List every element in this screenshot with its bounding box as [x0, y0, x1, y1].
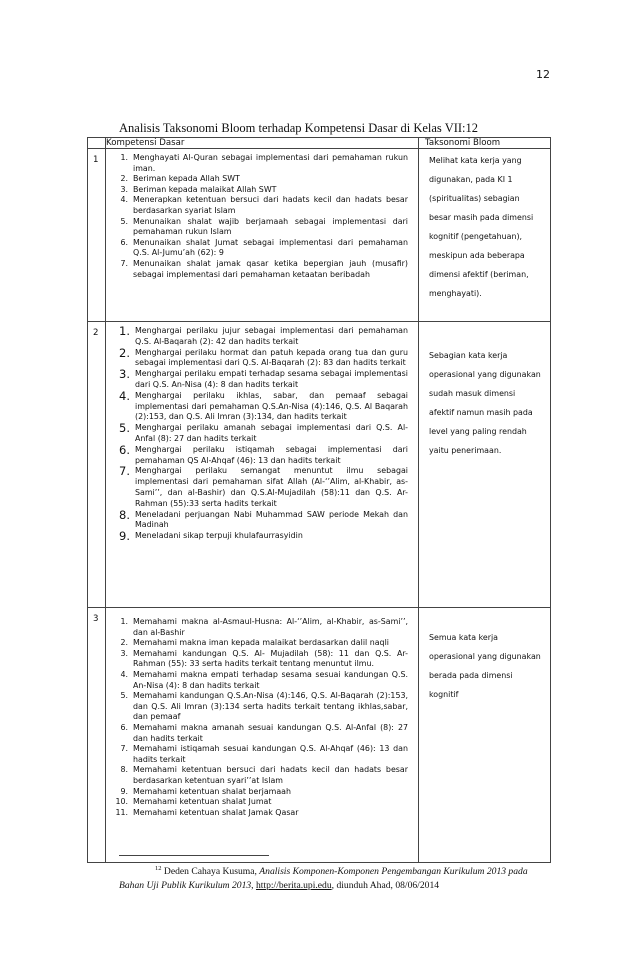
footnote — [119, 862, 549, 892]
kd-item-number: 5. — [119, 421, 130, 436]
kd-item-text: Menghargai perilaku semangat menuntut ilmu sebagai implementasi dari pemahaman sifat Allah (Al-‘’Alim, al-Khabir, as-Sami’’, dan al-Bashir) dan Q.S.Al-Mujadilah (58):11 dan Q.S. Ar-Rahman (55):33 serta hadits terkait — [135, 466, 408, 508]
kd-list — [106, 149, 418, 282]
kd-item — [106, 185, 408, 196]
taksonomi-cell: Sebagian kata kerja operasional yang digunakan sudah masuk dimensi afektif namun masih pada level yang paling rendah yaitu penerimaan. — [419, 322, 551, 608]
kd-item-number: 1. — [119, 324, 130, 338]
header-no — [88, 138, 106, 149]
kd-item-number: 8. — [119, 507, 130, 522]
kd-item-number: 1. — [120, 617, 128, 626]
header-kompetensi-dasar: Kompetensi Dasar — [106, 138, 419, 149]
table-caption: Analisis Taksonomi Bloom terhadap Kompetensi Dasar di Kelas VII:12 — [119, 121, 479, 135]
kd-cell — [106, 149, 419, 322]
kd-item — [106, 326, 408, 348]
kd-item-text: Beriman kepada malaikat Allah SWT — [133, 184, 277, 194]
kd-item-text: Menunaikan shalat jamak qasar ketika bepergian jauh (musafir) sebagai implementasi dari pemahaman ketaatan beribadah — [133, 258, 408, 279]
kd-item — [106, 153, 408, 174]
kd-item-text: Menghayati Al-Quran sebagai implementasi dari pemahaman rukun iman. — [133, 153, 408, 173]
kd-item — [106, 442, 408, 467]
kd-item-text: Memahami makna iman kepada malaikat berdasarkan dalil naqli — [133, 638, 389, 648]
bloom-analysis-table — [87, 137, 551, 863]
kd-item-number: 3. — [120, 648, 128, 658]
kd-item-text: Menghargai perilaku ikhlas, sabar, dan pemaaf sebagai implementasi dari pemahaman Q.S.An-Nisa (4):146, Q.S. Al Baqarah (2):153, dan Q.S. Ali Imran (3):134, dan hadits terkait — [135, 390, 408, 422]
row-number: 3 — [88, 608, 106, 863]
kd-item-text: Memahami istiqamah sesuai kandungan Q.S. Al-Ahqaf (46): 13 dan hadits terkait — [133, 744, 408, 764]
kd-item-number: 2. — [119, 345, 130, 360]
kd-item-number: 8. — [120, 765, 128, 775]
kd-item-number: 4. — [120, 195, 128, 205]
kd-item — [106, 649, 408, 670]
kd-item-text: Meneladani sikap terpuji khulafaurrasyidin — [135, 531, 303, 541]
kd-cell — [106, 608, 419, 863]
kd-item-text: Meneladani perjuangan Nabi Muhammad SAW periode Mekah dan Madinah — [135, 509, 408, 530]
kd-cell — [106, 322, 419, 608]
kd-item — [106, 423, 408, 445]
footnote-title: Analisis Komponen-Komponen Pengembangan Kurikulum 2013 pada Bahan Uji Publik Kurikulum 2013 — [119, 866, 528, 891]
kd-item-text: Memahami ketentuan shalat Jumat — [133, 797, 272, 807]
kd-item — [106, 670, 408, 691]
kd-item — [106, 744, 408, 765]
kd-item — [106, 369, 408, 391]
kd-item-text: Memahami makna empati terhadap sesama sesuai kandungan Q.S. An-Nisa (4): 8 dan hadits terkait — [133, 669, 408, 690]
kd-item — [106, 507, 408, 532]
kd-item — [106, 765, 408, 786]
kd-item-number: 6. — [119, 442, 130, 457]
taksonomi-cell: Melihat kata kerja yang digunakan, pada KI 1 (spiritualitas) sebagian besar masih pada dimensi kognitif (pengetahuan), meskipun ada beberapa dimensi afektif (beriman, menghayati). — [419, 149, 551, 322]
kd-item — [106, 238, 408, 259]
kd-item-text: Menghargai perilaku amanah sebagai implementasi dari Q.S. Al-Anfal (8): 27 dan hadits terkait — [135, 423, 408, 443]
footnote-author: Deden Cahaya Kusuma, — [161, 866, 260, 878]
footnote-mark: 12 — [155, 865, 162, 872]
kd-item-text: Menerapkan ketentuan bersuci dari hadats kecil dan hadats besar berdasarkan syariat Islam — [133, 195, 408, 215]
kd-item-text: Menghargai perilaku hormat dan patuh kepada orang tua dan guru sebagai implementasi dari Q.S. Al-Baqarah (2): 83 dan hadits terkait — [135, 347, 408, 368]
kd-item-text: Memahami makna al-Asmaul-Husna: Al-‘’Alim, al-Khabir, as-Sami’’, dan al-Bashir — [133, 617, 408, 637]
kd-list — [106, 322, 418, 544]
kd-item — [106, 787, 408, 798]
kd-item-number: 4. — [119, 388, 130, 403]
kd-item-number: 7. — [119, 464, 130, 479]
kd-item-number: 5. — [120, 691, 128, 701]
kd-item-text: Memahami makna amanah sesuai kandungan Q.S. Al-Anfal (8): 27 dan hadits terkait — [133, 722, 408, 743]
kd-item-text: Beriman kepada Allah SWT — [133, 174, 240, 184]
kd-item-text: Memahami kandungan Q.S. Al- Mujadilah (58): 11 dan Q.S. Ar-Rahman (55): 33 serta hadits terkait tentang menuntut ilmu. — [133, 648, 408, 669]
kd-item-number: 9. — [120, 786, 128, 796]
kd-list — [106, 608, 418, 820]
kd-item-text: Memahami kandungan Q.S.An-Nisa (4):146, Q.S. Al-Baqarah (2):153, dan Q.S. Ali Imran (3):134 serta hadits terkait tentang ikhlas,sabar, dan pemaaf — [133, 691, 408, 722]
kd-item-text: Menghargai perilaku istiqamah sebagai implementasi dari pemahaman QS Al-Ahqaf (46): 13 dan hadits terkait — [135, 444, 408, 465]
kd-item — [106, 217, 408, 238]
kd-item-number: 9. — [119, 529, 130, 544]
kd-item-number: 2. — [120, 174, 128, 184]
page-number: 12 — [536, 68, 550, 81]
kd-item-number: 7. — [120, 258, 128, 268]
footnote-divider — [119, 855, 269, 856]
kd-item-number: 4. — [120, 669, 128, 679]
table-row — [88, 608, 551, 863]
footnote-link[interactable]: http://berita.upi.edu — [255, 879, 332, 891]
kd-item — [106, 617, 408, 638]
kd-item-number: 3. — [120, 184, 128, 194]
kd-item — [106, 466, 408, 509]
kd-item — [106, 345, 408, 370]
row-number: 1 — [88, 149, 106, 322]
kd-item — [106, 723, 408, 744]
kd-item-number: 2. — [120, 638, 128, 648]
kd-item-number: 10. — [115, 797, 128, 807]
kd-item — [106, 808, 408, 819]
kd-item-number: 5. — [120, 216, 128, 226]
kd-item-number: 6. — [120, 237, 128, 247]
kd-item — [106, 388, 408, 423]
kd-item — [106, 797, 408, 808]
taksonomi-cell: Semua kata kerja operasional yang digunakan berada pada dimensi kognitif — [419, 608, 551, 863]
kd-item-number: 7. — [120, 744, 128, 754]
footnote-separator: , — [251, 879, 256, 891]
kd-item-text: Menunaikan shalat Jumat sebagai implementasi dari pemahaman Q.S. Al-Jumu’ah (62): 9 — [133, 237, 408, 258]
table-row — [88, 149, 551, 322]
footnote-accessed: , diunduh Ahad, 08/06/2014 — [331, 879, 440, 891]
kd-item-number: 1. — [120, 153, 128, 162]
table-header-row — [88, 138, 551, 149]
kd-item-text: Memahami ketentuan bersuci dari hadats kecil dan hadats besar berdasarkan ketentuan syari’’at Islam — [133, 765, 408, 785]
kd-item — [106, 174, 408, 185]
table-row — [88, 322, 551, 608]
kd-item — [106, 195, 408, 216]
kd-item — [106, 638, 408, 649]
kd-item-text: Menunaikan shalat wajib berjamaah sebagai implementasi dari pemahaman rukun Islam — [133, 216, 408, 237]
kd-item-text: Memahami ketentuan shalat Jamak Qasar — [133, 807, 299, 817]
kd-item-text: Menghargai perilaku jujur sebagai implementasi dari pemahaman Q.S. Al-Baqarah (2): 42 dan hadits terkait — [135, 326, 408, 346]
kd-item-number: 3. — [119, 367, 130, 382]
kd-item — [106, 531, 408, 542]
kd-item-number: 6. — [120, 722, 128, 732]
kd-item — [106, 691, 408, 723]
header-taksonomi-bloom: Taksonomi Bloom — [419, 138, 551, 149]
kd-item-text: Memahami ketentuan shalat berjamaah — [133, 786, 292, 796]
kd-item-number: 11. — [115, 807, 128, 817]
kd-item-text: Menghargai perilaku empati terhadap sesama sebagai implementasi dari Q.S. An-Nisa (4): 8 dan hadits terkait — [135, 369, 408, 389]
kd-item — [106, 259, 408, 280]
row-number: 2 — [88, 322, 106, 608]
